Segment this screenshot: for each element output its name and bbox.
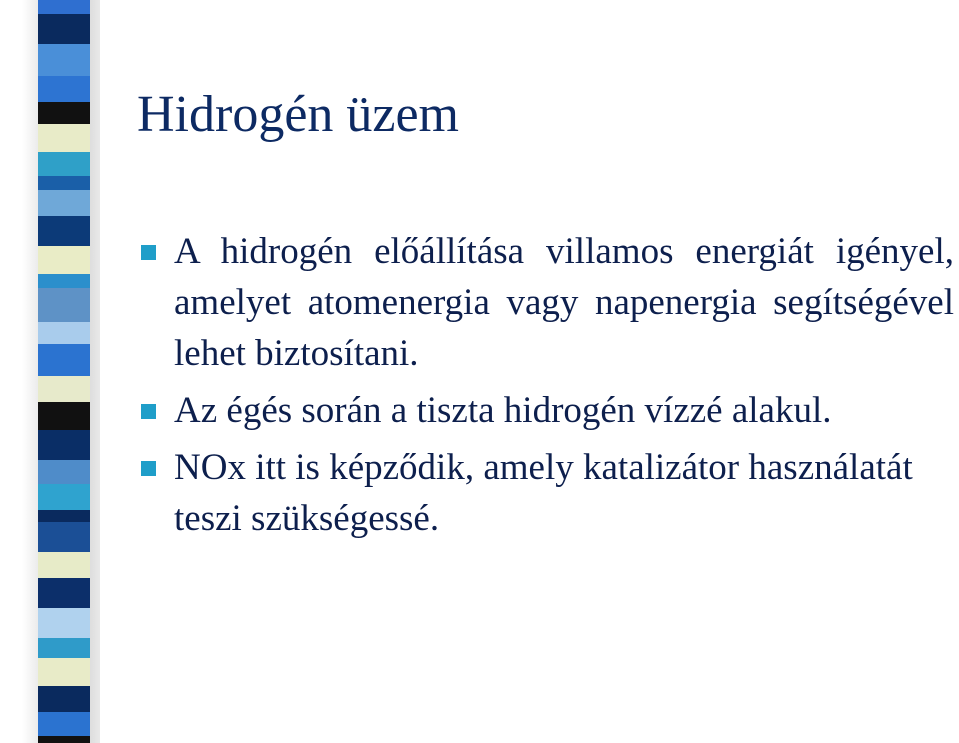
bullet-list: [130, 226, 954, 544]
square-bullet-icon: [141, 461, 156, 476]
square-bullet-icon: [141, 245, 156, 260]
bullet-text: NOx itt is képződik, amely katalizátor használatát teszi szükségessé.: [174, 447, 913, 539]
bullet-text: Az égés során a tiszta hidrogén vízzé alakul.: [174, 390, 832, 431]
bullet-item: [130, 442, 954, 544]
bullet-item: [130, 226, 954, 379]
bullet-item: [130, 385, 954, 436]
slide-title: Hidrogén üzem: [137, 86, 460, 143]
bullet-text: A hidrogén előállítása villamos energiát igényel, amelyet atomenergia vagy napenergia segítségével lehet biztosítani.: [174, 231, 954, 374]
square-bullet-icon: [141, 404, 156, 419]
decorative-stripe: [38, 0, 90, 743]
